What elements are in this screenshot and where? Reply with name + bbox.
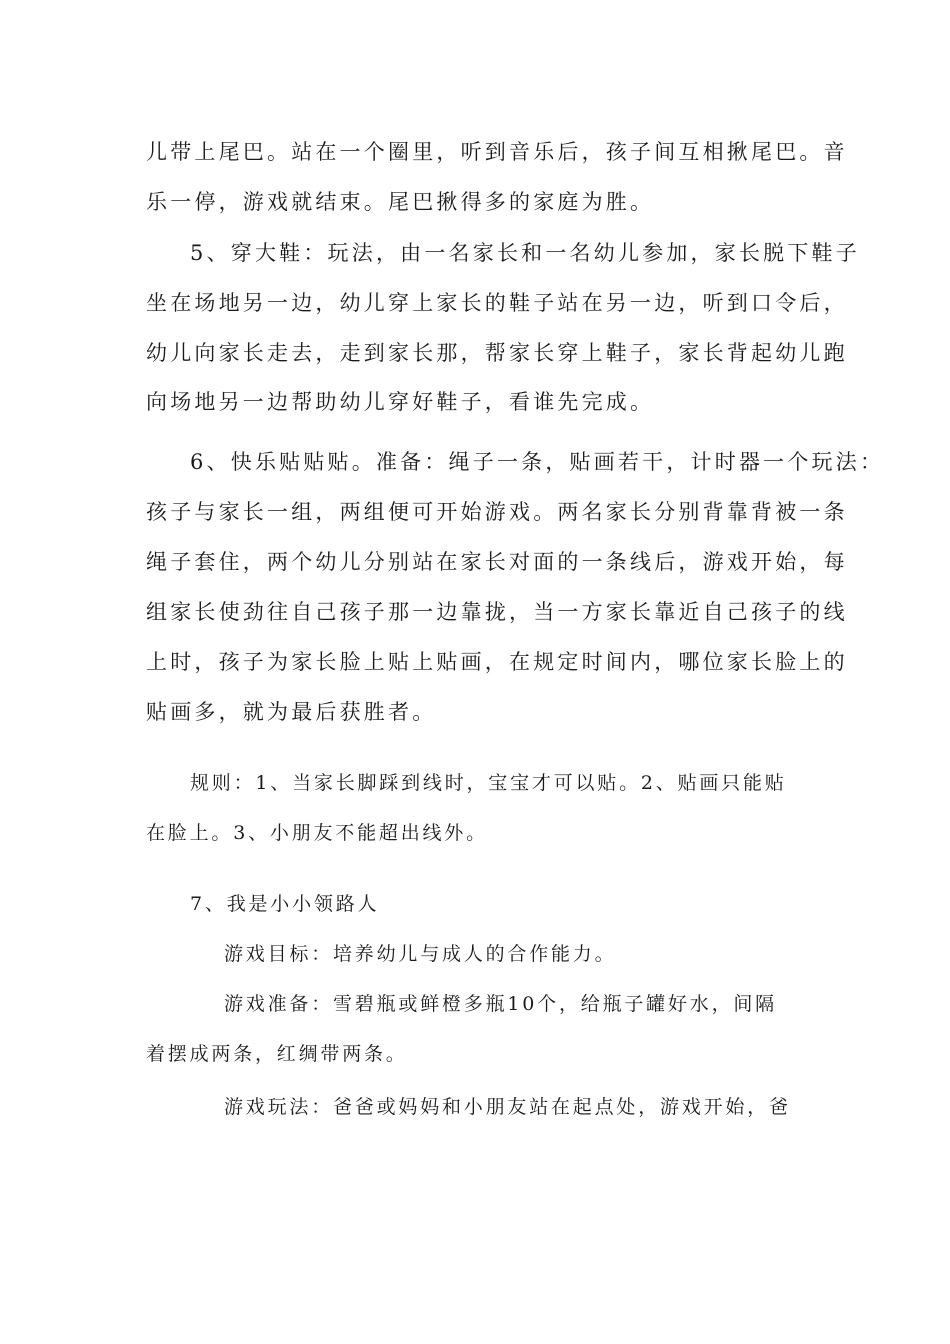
text-line: 游戏准备：雪碧瓶或鲜橙多瓶10个，给瓶子罐好水，间隔	[224, 993, 777, 1015]
text-line: 坐在场地另一边，幼儿穿上家长的鞋子站在另一边，听到口令后，	[146, 291, 848, 315]
text-line: 规则：1、当家长脚踩到线时，宝宝才可以贴。2、贴画只能贴	[190, 772, 787, 794]
text-line: 绳子套住，两个幼儿分别站在家长对面的一条线后，游戏开始，每	[146, 550, 848, 574]
text-line: 组家长使劲往自己孩子那一边靠拢，当一方家长靠近自己孩子的线	[146, 600, 848, 624]
text-line: 乐一停，游戏就结束。尾巴揪得多的家庭为胜。	[146, 190, 655, 214]
text-line: 孩子与家长一组，两组便可开始游戏。两名家长分别背靠背被一条	[146, 500, 848, 524]
text-line: 游戏目标：培养幼儿与成人的合作能力。	[224, 943, 617, 965]
text-line: 向场地另一边帮助幼儿穿好鞋子，看谁先完成。	[146, 390, 655, 414]
text-line: 在脸上。3、小朋友不能超出线外。	[146, 822, 488, 844]
text-line: 着摆成两条，红绸带两条。	[146, 1043, 408, 1065]
text-line: 游戏玩法：爸爸或妈妈和小朋友站在起点处，游戏开始，爸	[224, 1096, 791, 1118]
text-line: 儿带上尾巴。站在一个圈里，听到音乐后，孩子间互相揪尾巴。音	[146, 140, 848, 164]
section-heading: 7、我是小小领路人	[190, 893, 380, 915]
text-line: 上时，孩子为家长脸上贴上贴画，在规定时间内，哪位家长脸上的	[146, 650, 848, 674]
text-line: 幼儿向家长走去，走到家长那，帮家长穿上鞋子，家长背起幼儿跑	[146, 341, 848, 365]
text-line: 贴画多，就为最后获胜者。	[146, 700, 437, 724]
text-line: 5、穿大鞋：玩法，由一名家长和一名幼儿参加，家长脱下鞋子	[190, 241, 860, 265]
text-line: 6、快乐贴贴贴。准备：绳子一条，贴画若干，计时器一个玩法：	[190, 450, 885, 474]
